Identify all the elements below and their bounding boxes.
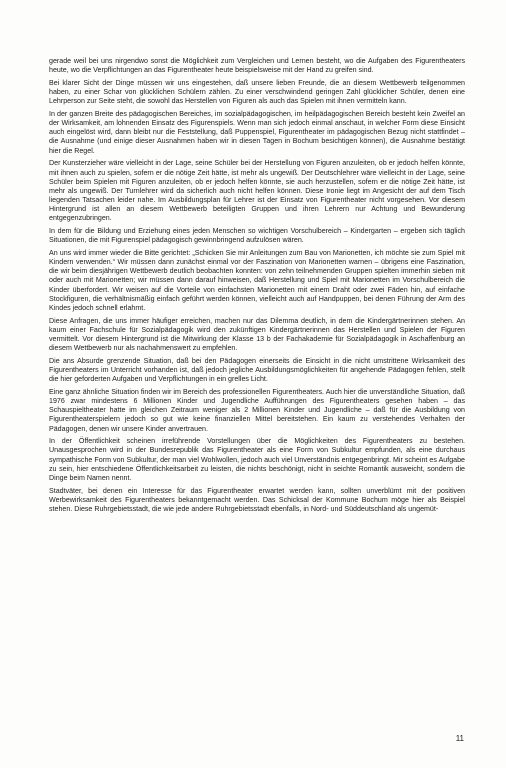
paragraph-8: Die ans Absurde grenzende Situation, daß bei den Pädagogen einerseits die Einsicht in die nicht umstrittene Wirksamkeit des Figurentheaters im Unterricht vorhanden ist, daß jedoch jegliche Ausbildungsmöglichkeiten für angehende Pädagogen fehlen, stellt die hier geforderten Aufgaben und Verpflichtungen in ein grelles Licht. xyxy=(49,356,465,384)
paragraph-2: Bei klarer Sicht der Dinge müssen wir uns eingestehen, daß unsere lieben Freunde, die an diesem Wettbewerb teilgenommen haben, zu einer Schar von glücklichen Schülern zählen. Zu einer verschwindend geringen Zahl glücklicher Schüler, denen eine Lehrperson zur Seite steht, die sowohl das Herstellen von Figuren als auch das Spielen mit ihnen vermitteln kann. xyxy=(49,78,465,106)
body-text xyxy=(49,57,465,518)
page-number: 11 xyxy=(455,734,464,743)
paragraph-7: Diese Anfragen, die uns immer häufiger erreichen, machen nur das Dilemma deutlich, in dem die Kindergärtnerinnen stehen. An kaum einer Fachschule für Sozialpädagogik wird den zukünftigen Kindergärtnerinnen das Herstellen und Spielen der Figuren vermittelt. Vor diesem Hintergrund ist die Mitwirkung der Klasse 13 b der Fachakademie für Sozialpädagogik in Aschaffenburg an diesem Wettbewerb nur als nachahmenswert zu empfehlen. xyxy=(49,316,465,353)
paragraph-5: In dem für die Bildung und Erziehung eines jeden Menschen so wichtigen Vorschulbereich – Kindergarten – ergeben sich täglich Situationen, die mit Figurenspiel pädagogisch gewinnbringend aufzulösen wären. xyxy=(49,227,465,245)
paragraph-11: Stadtväter, bei denen ein Interesse für das Figurentheater erwartet werden kann, sollten unverblümt mit der positiven Werbewirksamkeit des Figurentheaters bekanntgemacht werden. Das Schicksal der Kommune Bochum möge hier als Beispiel stehen. Diese Ruhrgebietsstadt, die wie jede andere Ruhrgebietsstadt ebenfalls, in Nord- und Süddeutschland als ungemüt- xyxy=(49,486,465,513)
paragraph-1: gerade weil bei uns nirgendwo sonst die Möglichkeit zum Vergleichen und Lernen besteht, wo die Aufgaben des Figurentheaters heute, wo die Verpflichtungen an das Figurentheater heute beispielsweise mit der Hand zu greifen sind. xyxy=(49,57,465,75)
paragraph-9: Eine ganz ähnliche Situation finden wir im Bereich des professionellen Figurentheaters. Auch hier die unverständliche Situation, daß 1976 zwar mindestens 6 Millionen Kinder und Jugendliche Aufführungen des Figurentheaters gesehen haben – das Schauspieltheater hatte im gleichen Zeitraum weniger als 2 Millionen Kinder und Jugendliche – daß für die Ausbildung von Figurentheaterspielern jedoch so gut wie keine finanziellen Mittel bereitstehen. Ein kaum zu verstehendes Verhalten der Pädagogen, denen wir unsere Kinder anvertrauen. xyxy=(49,387,465,433)
paragraph-6: An uns wird immer wieder die Bitte gerichtet: „Schicken Sie mir Anleitungen zum Bau von Marionetten, ich möchte sie zum Spiel mit Kindern verwenden.“ Wir müssen dann zunächst einmal vor der Faszination von Marionetten warnen – übrigens eine Faszination, die wir beim diesjährigen Wettbewerb deutlich beobachten konnten: von zehn teilnehmenden Gruppen spielten immerhin sieben mit oder auch mit Marionetten; wir müssen dann darauf hinweisen, daß Herstellung und Spiel mit Marionetten im Vorschulbereich die Kinder überfordert. Wir weisen auf die Vorteile von einfachsten Marionetten mit einem Draht oder zwei Fäden hin, auf einfache Stockfiguren, die verhältnismäßig einfach geführt werden können, vielleicht auch auf Handpuppen, bei denen Führung der Arm des Kindes jedoch schnell erlahmt. xyxy=(49,248,465,312)
paragraph-10: In der Öffentlichkeit scheinen irreführende Vorstellungen über die Möglichkeiten des Figurentheaters zu bestehen. Unausgesprochen wird in der Bundesrepublik das Figurentheater als eine Form von Subkultur empfunden, als eine durchaus sympathische Form von Subkultur, der man viel Wohlwollen, jedoch auch viel Unverständnis entgegenbringt. Mir scheint es Aufgabe zu sein, hier entschiedene Öffentlichkeitsarbeit zu leisten, die nichts beschönigt, nicht in seichte Romantik ausweicht, sondern die Dinge beim Namen nennt. xyxy=(49,437,465,482)
paragraph-4: Der Kunsterzieher wäre vielleicht in der Lage, seine Schüler bei der Herstellung von Figuren anzuleiten, ob er jedoch helfen könnte, mit ihnen auch zu spielen, sofern er die nötige Zeit hätte, ist mehr als ungewiß. Der Deutschlehrer wäre vielleicht in der Lage, seine Schüler beim Spielen mit Figuren anzuleiten, ob er jedoch helfen könnte, sie auch herzustellen, sofern er die nötige Zeit hätte, ist mehr als ungewiß. Der Turnlehrer wird da sicherlich auch nicht helfen können. Diese Ironie liegt im Angesicht der auf dem Tisch liegenden Tatsachen leider nahe. Im Ausbildungsplan für Lehrer ist der Einsatz von Figurentheater nicht vorgesehen. Vor diesem Hintergrund ist allen an diesem Wettbewerb beteiligten Gruppen und ihren Lehrern nur Achtung und Bewunderung entgegenzubringen. xyxy=(49,159,465,223)
paragraph-3: In der ganzen Breite des pädagogischen Bereiches, im sozialpädagogischen, im heilpädagogischen Bereich besteht kein Zweifel an der Wirksamkeit, am lohnenden Einsatz des Figurenspiels. Wenn man sich jedoch einmal anschaut, in welcher Form diese Einsicht auch eingelöst wird, dann bleibt nur die Feststellung, daß Puppenspiel, Figurentheater im pädagogischen Bezug nicht stattfindet – die Ausnahme (und einige dieser Ausnahmen haben wir in diesen Tagen in Bochum besichtigen können), die Ausnahme bestätigt hier die Regel. xyxy=(49,109,465,155)
